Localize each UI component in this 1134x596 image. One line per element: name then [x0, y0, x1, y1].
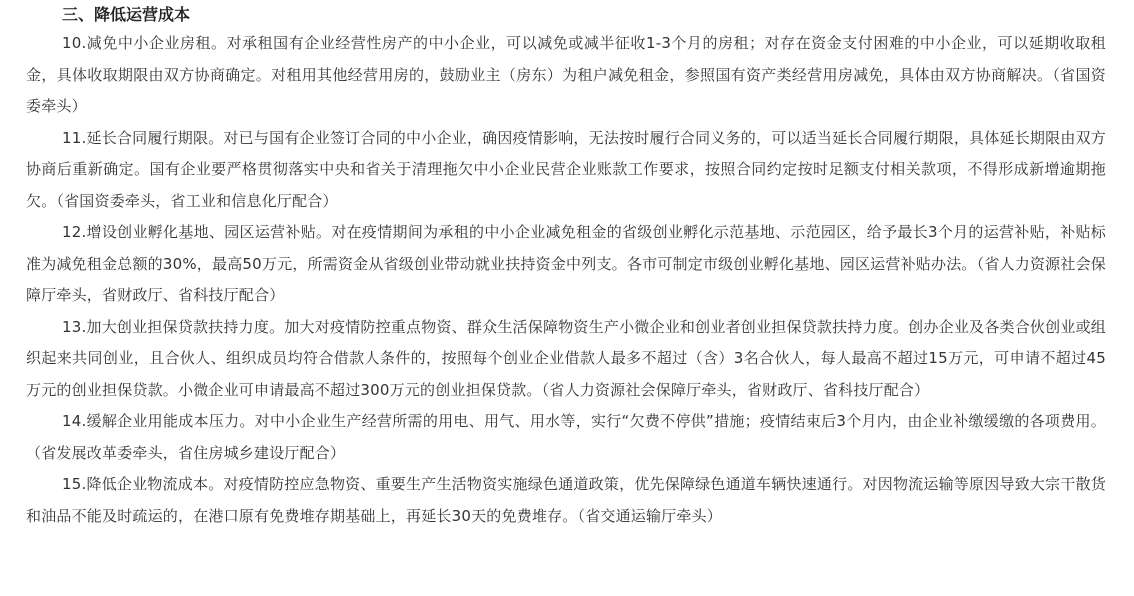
paragraph-item-14: 14.缓解企业用能成本压力。对中小企业生产经营所需的用电、用气、用水等，实行“欠费不停供”措施；疫情结束后3个月内，由企业补缴缓缴的各项费用。（省发展改革委牵头，省住房城乡建设厅配合） [26, 412, 1106, 462]
section-heading: 三、降低运营成本 [62, 5, 191, 24]
paragraph-item-11: 11.延长合同履行期限。对已与国有企业签订合同的中小企业，确因疫情影响，无法按时履行合同义务的，可以适当延长合同履行期限，具体延长期限由双方协商后重新确定。国有企业要严格贯彻落实中央和省关于清理拖欠中小企业民营企业账款工作要求，按照合同约定按时足额支付相关款项，不得形成新增逾期拖欠。（省国资委牵头，省工业和信息化厅配合） [26, 128, 1106, 210]
paragraph-item-12: 12.增设创业孵化基地、园区运营补贴。对在疫情期间为承租的中小企业减免租金的省级创业孵化示范基地、示范园区，给予最长3个月的运营补贴，补贴标准为减免租金总额的30%，最高50万元，所需资金从省级创业带动就业扶持资金中列支。各市可制定市级创业孵化基地、园区运营补贴办法。（省人力资源社会保障厅牵头，省财政厅、省科技厅配合） [26, 223, 1106, 304]
paragraph-item-10: 10.减免中小企业房租。对承租国有企业经营性房产的中小企业，可以减免或减半征收1-3个月的房租；对存在资金支付困难的中小企业，可以延期收取租金，具体收取期限由双方协商确定。对租用其他经营用房的，鼓励业主（房东）为租户减免租金，参照国有资产类经营用房减免，具体由双方协商解决。（省国资委牵头） [26, 34, 1106, 115]
paragraph-item-13: 13.加大创业担保贷款扶持力度。加大对疫情防控重点物资、群众生活保障物资生产小微企业和创业者创业担保贷款扶持力度。创办企业及各类合伙创业或组织起来共同创业，且合伙人、组织成员均符合借款人条件的，按照每个创业企业借款人最多不超过（含）3名合伙人，每人最高不超过15万元，可申请不超过45万元的创业担保贷款。小微企业可申请最高不超过300万元的创业担保贷款。（省人力资源社会保障厅牵头，省财政厅、省科技厅配合） [26, 317, 1106, 399]
paragraph-item-15: 15.降低企业物流成本。对疫情防控应急物资、重要生产生活物资实施绿色通道政策，优先保障绿色通道车辆快速通行。对因物流运输等原因导致大宗干散货和油品不能及时疏运的，在港口原有免费堆存期基础上，再延长30天的免费堆存。（省交通运输厅牵头） [26, 475, 1106, 525]
